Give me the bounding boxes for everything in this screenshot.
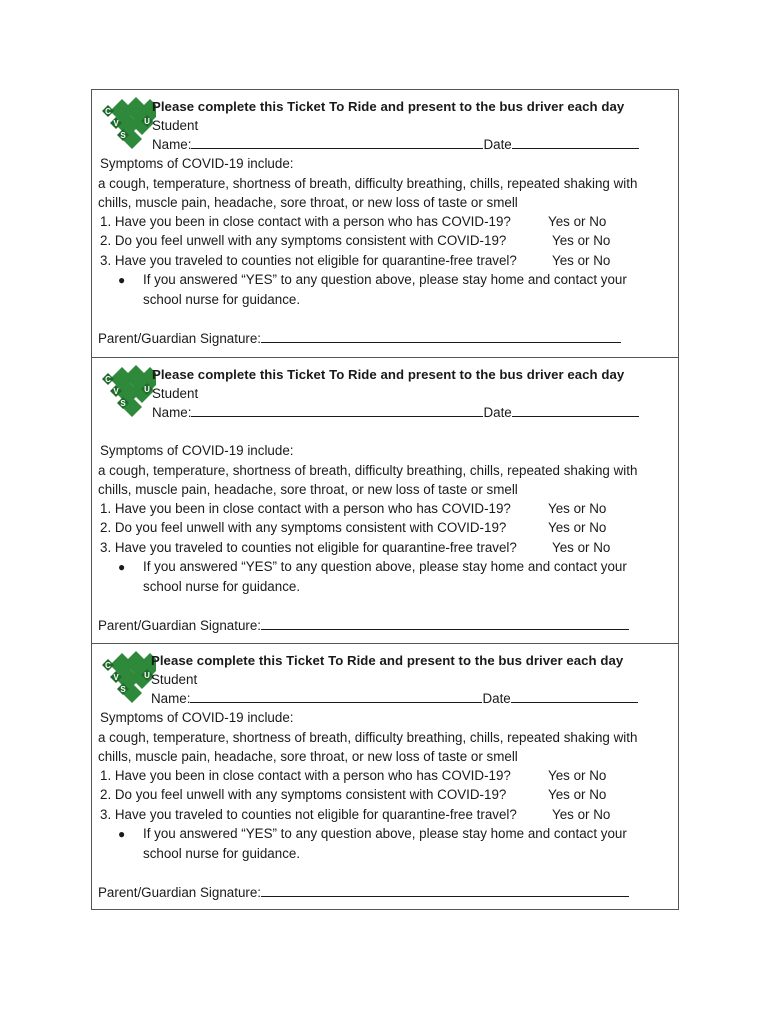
bullet-icon: ● (118, 560, 126, 574)
ticket-heading: Please complete this Ticket To Ride and present to the bus driver each day (151, 653, 624, 668)
note-line: If you answered “YES” to any question above, please stay home and contact your (143, 272, 627, 287)
student-label: Student (151, 672, 198, 687)
logo-letter: C (105, 375, 111, 384)
symptoms-title: Symptoms of COVID-19 include: (100, 710, 294, 725)
answer-q2[interactable]: Yes or No (548, 787, 607, 802)
ticket-2 (92, 358, 678, 644)
school-logo-icon (100, 95, 156, 151)
signature-label: Parent/Guardian Signature: (98, 618, 262, 633)
answer-q2[interactable]: Yes or No (548, 520, 607, 535)
logo-letter: U (144, 117, 150, 126)
ticket-sheet (91, 89, 679, 910)
logo-letter: V (113, 673, 119, 682)
student-label: Student (152, 118, 199, 133)
ticket-heading: Please complete this Ticket To Ride and present to the bus driver each day (152, 367, 625, 382)
symptoms-line: a cough, temperature, shortness of breath, difficulty breathing, chills, repeated shaking with (98, 730, 638, 745)
question-2: 2. Do you feel unwell with any symptoms consistent with COVID-19? (100, 520, 507, 535)
question-2: 2. Do you feel unwell with any symptoms consistent with COVID-19? (100, 787, 507, 802)
student-name-row (151, 689, 638, 708)
symptoms-line: a cough, temperature, shortness of breath, difficulty breathing, chills, repeated shaking with (98, 176, 638, 191)
name-label: Name: (152, 137, 192, 152)
signature-label: Parent/Guardian Signature: (98, 331, 262, 346)
note-line: school nurse for guidance. (143, 292, 301, 307)
date-label: Date (482, 691, 511, 706)
date-field[interactable] (511, 690, 638, 703)
signature-label: Parent/Guardian Signature: (98, 885, 262, 900)
note-line: school nurse for guidance. (143, 579, 301, 594)
name-field[interactable] (190, 690, 482, 703)
ticket-heading: Please complete this Ticket To Ride and present to the bus driver each day (152, 99, 625, 114)
logo-letter: U (144, 385, 150, 394)
answer-q2[interactable]: Yes or No (552, 233, 611, 248)
symptoms-title: Symptoms of COVID-19 include: (100, 443, 294, 458)
school-logo-icon (100, 363, 156, 419)
date-label: Date (483, 137, 512, 152)
bullet-icon: ● (118, 827, 126, 841)
note-line: school nurse for guidance. (143, 846, 301, 861)
signature-field[interactable] (261, 617, 629, 630)
school-logo-icon (100, 649, 156, 705)
ticket-1 (92, 90, 678, 358)
date-label: Date (483, 405, 512, 420)
signature-row (98, 329, 621, 348)
symptoms-line: chills, muscle pain, headache, sore throat, or new loss of taste or smell (98, 749, 518, 764)
symptoms-line: chills, muscle pain, headache, sore throat, or new loss of taste or smell (98, 482, 518, 497)
name-label: Name: (151, 691, 191, 706)
symptoms-line: a cough, temperature, shortness of breath, difficulty breathing, chills, repeated shaking with (98, 463, 638, 478)
answer-q1[interactable]: Yes or No (548, 501, 607, 516)
logo-letter: V (113, 119, 119, 128)
date-field[interactable] (512, 404, 639, 417)
logo-letter: U (144, 671, 150, 680)
name-field[interactable] (191, 136, 483, 149)
name-field[interactable] (191, 404, 483, 417)
logo-letter: V (113, 387, 119, 396)
answer-q1[interactable]: Yes or No (548, 768, 607, 783)
ticket-3 (92, 644, 678, 910)
symptoms-title: Symptoms of COVID-19 include: (100, 156, 294, 171)
signature-row (98, 883, 629, 902)
answer-q3[interactable]: Yes or No (552, 253, 611, 268)
student-name-row (152, 135, 639, 154)
logo-letter: S (120, 685, 126, 694)
signature-field[interactable] (261, 330, 621, 343)
logo-letter: S (120, 131, 126, 140)
logo-letter: S (120, 399, 126, 408)
signature-row (98, 616, 629, 635)
signature-field[interactable] (261, 884, 629, 897)
question-3: 3. Have you traveled to counties not eligible for quarantine-free travel? (100, 807, 517, 822)
question-3: 3. Have you traveled to counties not eligible for quarantine-free travel? (100, 253, 517, 268)
bullet-icon: ● (118, 273, 126, 287)
student-name-row (152, 403, 639, 422)
answer-q1[interactable]: Yes or No (548, 214, 607, 229)
answer-q3[interactable]: Yes or No (552, 807, 611, 822)
symptoms-line: chills, muscle pain, headache, sore throat, or new loss of taste or smell (98, 195, 518, 210)
name-label: Name: (152, 405, 192, 420)
student-label: Student (152, 386, 199, 401)
logo-letter: C (105, 661, 111, 670)
answer-q3[interactable]: Yes or No (552, 540, 611, 555)
note-line: If you answered “YES” to any question above, please stay home and contact your (143, 559, 627, 574)
question-1: 1. Have you been in close contact with a person who has COVID-19? (100, 768, 511, 783)
question-1: 1. Have you been in close contact with a person who has COVID-19? (100, 214, 511, 229)
question-2: 2. Do you feel unwell with any symptoms consistent with COVID-19? (100, 233, 507, 248)
question-1: 1. Have you been in close contact with a person who has COVID-19? (100, 501, 511, 516)
date-field[interactable] (512, 136, 639, 149)
question-3: 3. Have you traveled to counties not eligible for quarantine-free travel? (100, 540, 517, 555)
note-line: If you answered “YES” to any question above, please stay home and contact your (143, 826, 627, 841)
logo-letter: C (105, 107, 111, 116)
